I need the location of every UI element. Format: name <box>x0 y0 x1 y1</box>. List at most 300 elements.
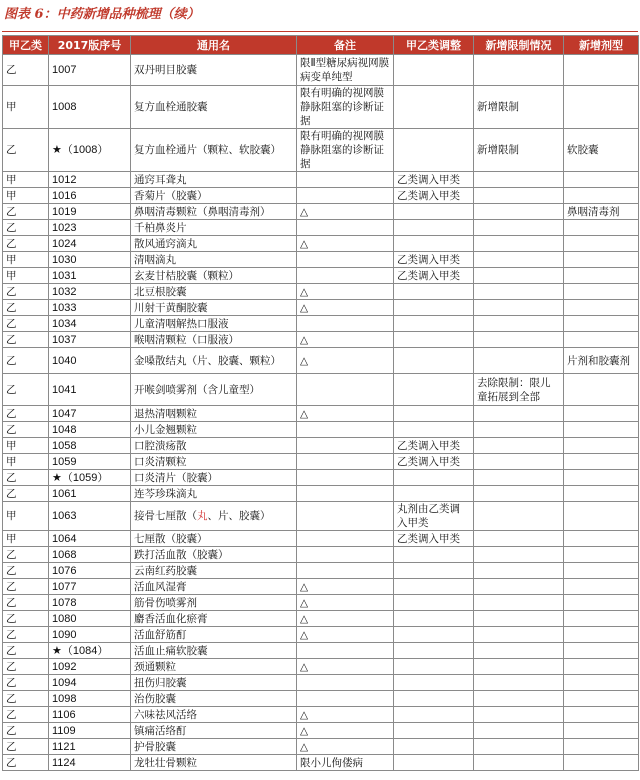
cell-code: 1061 <box>49 486 131 502</box>
cell-form <box>564 739 639 755</box>
table-row <box>3 284 639 300</box>
cell-name: 七厘散（胶囊） <box>131 531 297 547</box>
cell-form <box>564 643 639 659</box>
cell-code: 1121 <box>49 739 131 755</box>
cell-limit <box>474 531 564 547</box>
cell-name: 散风通窍滴丸 <box>131 236 297 252</box>
cell-name: 颈通颗粒 <box>131 659 297 675</box>
cell-limit <box>474 236 564 252</box>
cell-limit <box>474 755 564 771</box>
cell-code: 1106 <box>49 707 131 723</box>
cell-cls: 乙 <box>3 563 49 579</box>
table-row <box>3 188 639 204</box>
cell-cls: 乙 <box>3 659 49 675</box>
cell-cls: 乙 <box>3 579 49 595</box>
table-row <box>3 675 639 691</box>
cell-limit <box>474 172 564 188</box>
cell-note <box>297 547 394 563</box>
cell-adjust <box>394 316 474 332</box>
cell-note: △ <box>297 723 394 739</box>
cell-limit <box>474 188 564 204</box>
cell-code: 1090 <box>49 627 131 643</box>
cell-note <box>297 172 394 188</box>
cell-limit: 新增限制 <box>474 86 564 129</box>
cell-code: 1058 <box>49 438 131 454</box>
header-note: 备注 <box>297 36 394 55</box>
cell-adjust <box>394 284 474 300</box>
cell-limit <box>474 627 564 643</box>
cell-code: 1007 <box>49 55 131 86</box>
cell-form <box>564 531 639 547</box>
cell-limit <box>474 547 564 563</box>
cell-code: 1034 <box>49 316 131 332</box>
cell-note: △ <box>297 332 394 348</box>
cell-adjust: 乙类调入甲类 <box>394 268 474 284</box>
table-row <box>3 502 639 531</box>
cell-code: 1037 <box>49 332 131 348</box>
table-row <box>3 486 639 502</box>
cell-cls: 乙 <box>3 332 49 348</box>
table-row <box>3 707 639 723</box>
cell-adjust <box>394 86 474 129</box>
cell-limit <box>474 438 564 454</box>
table-row <box>3 723 639 739</box>
cell-adjust <box>394 422 474 438</box>
cell-adjust: 乙类调入甲类 <box>394 188 474 204</box>
table-row <box>3 470 639 486</box>
cell-note: △ <box>297 627 394 643</box>
cell-form <box>564 611 639 627</box>
cell-form <box>564 252 639 268</box>
cell-limit <box>474 284 564 300</box>
table-row <box>3 547 639 563</box>
cell-limit <box>474 563 564 579</box>
cell-cls: 乙 <box>3 129 49 172</box>
table-row <box>3 531 639 547</box>
cell-note <box>297 316 394 332</box>
cell-limit <box>474 332 564 348</box>
table-row <box>3 300 639 316</box>
cell-name: 双丹明目胶囊 <box>131 55 297 86</box>
cell-form <box>564 422 639 438</box>
cell-cls: 甲 <box>3 172 49 188</box>
cell-limit <box>474 739 564 755</box>
cell-code: 1012 <box>49 172 131 188</box>
cell-limit <box>474 675 564 691</box>
cell-form <box>564 627 639 643</box>
cell-cls: 乙 <box>3 284 49 300</box>
cell-cls: 乙 <box>3 643 49 659</box>
cell-limit <box>474 595 564 611</box>
cell-limit: 去除限制：限儿童拓展到全部 <box>474 374 564 406</box>
cell-cls: 乙 <box>3 627 49 643</box>
cell-cls: 甲 <box>3 188 49 204</box>
cell-form <box>564 547 639 563</box>
cell-name: 连芩珍珠滴丸 <box>131 486 297 502</box>
cell-cls: 乙 <box>3 691 49 707</box>
cell-limit <box>474 348 564 374</box>
cell-cls: 乙 <box>3 236 49 252</box>
cell-code: 1078 <box>49 595 131 611</box>
cell-name: 活血舒筋酊 <box>131 627 297 643</box>
cell-code: 1109 <box>49 723 131 739</box>
cell-cls: 乙 <box>3 739 49 755</box>
cell-code: ★（1084） <box>49 643 131 659</box>
cell-form <box>564 563 639 579</box>
cell-cls: 甲 <box>3 454 49 470</box>
cell-adjust <box>394 547 474 563</box>
cell-adjust <box>394 643 474 659</box>
table-header-row <box>3 36 639 55</box>
cell-form <box>564 486 639 502</box>
cell-name: 金嗓散结丸（片、胶囊、颗粒） <box>131 348 297 374</box>
cell-form <box>564 707 639 723</box>
cell-cls: 乙 <box>3 374 49 406</box>
table-row <box>3 739 639 755</box>
cell-note <box>297 454 394 470</box>
cell-form <box>564 502 639 531</box>
table-row <box>3 579 639 595</box>
cell-form <box>564 454 639 470</box>
cell-cls: 乙 <box>3 406 49 422</box>
cell-note <box>297 563 394 579</box>
cell-name: 小儿金翘颗粒 <box>131 422 297 438</box>
cell-note: △ <box>297 348 394 374</box>
cell-limit <box>474 406 564 422</box>
cell-name: 治伤胶囊 <box>131 691 297 707</box>
cell-form <box>564 86 639 129</box>
cell-code: 1076 <box>49 563 131 579</box>
cell-form <box>564 659 639 675</box>
table-row <box>3 86 639 129</box>
table-row <box>3 406 639 422</box>
cell-note: 限小儿佝偻病 <box>297 755 394 771</box>
cell-note <box>297 220 394 236</box>
cell-name: 云南红药胶囊 <box>131 563 297 579</box>
cell-adjust: 乙类调入甲类 <box>394 252 474 268</box>
cell-cls: 甲 <box>3 268 49 284</box>
cell-name: 开喉剑喷雾剂（含儿童型） <box>131 374 297 406</box>
cell-name: 北豆根胶囊 <box>131 284 297 300</box>
cell-limit <box>474 422 564 438</box>
cell-limit <box>474 707 564 723</box>
title-divider <box>2 31 638 32</box>
cell-name: 复方血栓通胶囊 <box>131 86 297 129</box>
cell-form <box>564 595 639 611</box>
cell-limit <box>474 723 564 739</box>
cell-code: 1094 <box>49 675 131 691</box>
table-row <box>3 172 639 188</box>
cell-limit <box>474 268 564 284</box>
cell-code: 1019 <box>49 204 131 220</box>
cell-name: 口腔溃疡散 <box>131 438 297 454</box>
table-row <box>3 643 639 659</box>
cell-cls: 甲 <box>3 252 49 268</box>
cell-note <box>297 470 394 486</box>
cell-code: ★（1008） <box>49 129 131 172</box>
cell-name: 护骨胶囊 <box>131 739 297 755</box>
cell-note: △ <box>297 406 394 422</box>
header-code: 2017版序号 <box>49 36 131 55</box>
cell-limit <box>474 252 564 268</box>
cell-name <box>131 502 297 531</box>
cell-adjust <box>394 129 474 172</box>
cell-form <box>564 316 639 332</box>
cell-adjust <box>394 563 474 579</box>
cell-note <box>297 374 394 406</box>
cell-code: 1059 <box>49 454 131 470</box>
cell-adjust <box>394 300 474 316</box>
cell-name: 川射干黄酮胶囊 <box>131 300 297 316</box>
cell-adjust: 乙类调入甲类 <box>394 454 474 470</box>
drug-table <box>2 35 639 771</box>
cell-adjust <box>394 470 474 486</box>
cell-cls: 乙 <box>3 300 49 316</box>
cell-cls: 乙 <box>3 595 49 611</box>
cell-note <box>297 268 394 284</box>
cell-note: △ <box>297 611 394 627</box>
cell-name: 儿童清咽解热口服液 <box>131 316 297 332</box>
cell-note: △ <box>297 595 394 611</box>
cell-note: △ <box>297 579 394 595</box>
cell-form: 片剂和胶囊剂 <box>564 348 639 374</box>
cell-form <box>564 220 639 236</box>
cell-note <box>297 691 394 707</box>
cell-adjust <box>394 723 474 739</box>
table-row <box>3 316 639 332</box>
table-row <box>3 204 639 220</box>
cell-code: 1033 <box>49 300 131 316</box>
cell-form <box>564 675 639 691</box>
cell-name: 筋骨伤喷雾剂 <box>131 595 297 611</box>
cell-name: 复方血栓通片（颗粒、软胶囊） <box>131 129 297 172</box>
header-form: 新增剂型 <box>564 36 639 55</box>
table-row <box>3 236 639 252</box>
cell-cls: 乙 <box>3 755 49 771</box>
cell-adjust <box>394 755 474 771</box>
cell-cls: 乙 <box>3 611 49 627</box>
cell-limit <box>474 220 564 236</box>
cell-form <box>564 755 639 771</box>
cell-code: 1024 <box>49 236 131 252</box>
name-highlight: 丸 <box>197 510 208 522</box>
cell-form <box>564 691 639 707</box>
cell-name: 通窍耳聋丸 <box>131 172 297 188</box>
table-row <box>3 129 639 172</box>
cell-limit <box>474 55 564 86</box>
cell-cls: 乙 <box>3 723 49 739</box>
cell-cls: 甲 <box>3 438 49 454</box>
cell-form: 鼻咽清毒剂 <box>564 204 639 220</box>
table-row <box>3 374 639 406</box>
cell-adjust: 乙类调入甲类 <box>394 438 474 454</box>
cell-note: 限Ⅱ型糖尿病视网膜病变单纯型 <box>297 55 394 86</box>
cell-note: △ <box>297 236 394 252</box>
cell-form <box>564 268 639 284</box>
cell-cls: 甲 <box>3 86 49 129</box>
cell-adjust <box>394 659 474 675</box>
cell-name: 镇痛活络酊 <box>131 723 297 739</box>
table-row <box>3 627 639 643</box>
header-adjust: 甲乙类调整 <box>394 36 474 55</box>
table-row <box>3 659 639 675</box>
cell-adjust <box>394 486 474 502</box>
cell-cls: 乙 <box>3 470 49 486</box>
cell-cls: 乙 <box>3 675 49 691</box>
cell-limit <box>474 579 564 595</box>
cell-cls: 乙 <box>3 422 49 438</box>
cell-note: △ <box>297 659 394 675</box>
cell-cls: 乙 <box>3 220 49 236</box>
cell-form <box>564 236 639 252</box>
table-row <box>3 595 639 611</box>
cell-adjust <box>394 739 474 755</box>
cell-cls: 甲 <box>3 502 49 531</box>
table-row <box>3 755 639 771</box>
table-row <box>3 252 639 268</box>
cell-form <box>564 188 639 204</box>
cell-note <box>297 675 394 691</box>
table-row <box>3 220 639 236</box>
table-row <box>3 454 639 470</box>
cell-name: 千柏鼻炎片 <box>131 220 297 236</box>
cell-cls: 乙 <box>3 547 49 563</box>
cell-note: △ <box>297 739 394 755</box>
cell-cls: 乙 <box>3 707 49 723</box>
cell-name: 活血止痛软胶囊 <box>131 643 297 659</box>
cell-name: 喉咽清颗粒（口服液） <box>131 332 297 348</box>
cell-code: 1063 <box>49 502 131 531</box>
table-row <box>3 422 639 438</box>
cell-note: △ <box>297 284 394 300</box>
table-row <box>3 55 639 86</box>
table-row <box>3 332 639 348</box>
cell-note: △ <box>297 204 394 220</box>
cell-adjust <box>394 406 474 422</box>
cell-form <box>564 55 639 86</box>
cell-adjust <box>394 611 474 627</box>
cell-note <box>297 422 394 438</box>
cell-adjust <box>394 579 474 595</box>
name-part: 、片、胶囊） <box>207 510 271 522</box>
cell-adjust: 乙类调入甲类 <box>394 531 474 547</box>
cell-limit <box>474 502 564 531</box>
cell-code: 1068 <box>49 547 131 563</box>
cell-note <box>297 643 394 659</box>
cell-code: 1016 <box>49 188 131 204</box>
cell-name: 活血风湿膏 <box>131 579 297 595</box>
cell-name: 退热清咽颗粒 <box>131 406 297 422</box>
cell-adjust <box>394 595 474 611</box>
cell-form <box>564 438 639 454</box>
cell-form <box>564 284 639 300</box>
cell-adjust <box>394 332 474 348</box>
cell-cls: 乙 <box>3 348 49 374</box>
cell-limit <box>474 316 564 332</box>
cell-note <box>297 531 394 547</box>
cell-form: 软胶囊 <box>564 129 639 172</box>
cell-limit <box>474 204 564 220</box>
cell-name: 玄麦甘桔胶囊（颗粒） <box>131 268 297 284</box>
table-row <box>3 348 639 374</box>
cell-adjust: 乙类调入甲类 <box>394 172 474 188</box>
cell-name: 香菊片（胶囊） <box>131 188 297 204</box>
cell-form <box>564 406 639 422</box>
cell-name: 清咽滴丸 <box>131 252 297 268</box>
cell-name: 口炎清片（胶囊） <box>131 470 297 486</box>
table-row <box>3 611 639 627</box>
cell-limit <box>474 454 564 470</box>
cell-code: 1080 <box>49 611 131 627</box>
cell-adjust <box>394 204 474 220</box>
cell-form <box>564 374 639 406</box>
cell-code: 1092 <box>49 659 131 675</box>
cell-note <box>297 502 394 531</box>
cell-limit: 新增限制 <box>474 129 564 172</box>
cell-adjust: 丸剂由乙类调入甲类 <box>394 502 474 531</box>
cell-code: 1077 <box>49 579 131 595</box>
cell-adjust <box>394 55 474 86</box>
cell-adjust <box>394 348 474 374</box>
cell-adjust <box>394 707 474 723</box>
cell-code: 1032 <box>49 284 131 300</box>
cell-adjust <box>394 675 474 691</box>
cell-cls: 乙 <box>3 55 49 86</box>
cell-limit <box>474 659 564 675</box>
cell-code: 1040 <box>49 348 131 374</box>
cell-note: 限有明确的视网膜静脉阻塞的诊断证据 <box>297 129 394 172</box>
table-row <box>3 691 639 707</box>
cell-name: 龙牡壮骨颗粒 <box>131 755 297 771</box>
cell-note: 限有明确的视网膜静脉阻塞的诊断证据 <box>297 86 394 129</box>
cell-limit <box>474 300 564 316</box>
cell-cls: 乙 <box>3 204 49 220</box>
cell-code: 1048 <box>49 422 131 438</box>
cell-note <box>297 438 394 454</box>
cell-name: 扭伤归胶囊 <box>131 675 297 691</box>
cell-form <box>564 579 639 595</box>
cell-adjust <box>394 627 474 643</box>
cell-adjust <box>394 220 474 236</box>
cell-note <box>297 188 394 204</box>
cell-note: △ <box>297 707 394 723</box>
cell-adjust <box>394 236 474 252</box>
cell-name: 鼻咽清毒颗粒（鼻咽清毒剂） <box>131 204 297 220</box>
cell-form <box>564 332 639 348</box>
header-name: 通用名 <box>131 36 297 55</box>
cell-code: ★（1059） <box>49 470 131 486</box>
cell-limit <box>474 486 564 502</box>
cell-name: 六味祛风活络 <box>131 707 297 723</box>
header-class: 甲乙类 <box>3 36 49 55</box>
cell-code: 1030 <box>49 252 131 268</box>
cell-cls: 乙 <box>3 316 49 332</box>
cell-code: 1098 <box>49 691 131 707</box>
cell-code: 1023 <box>49 220 131 236</box>
cell-note <box>297 252 394 268</box>
cell-name: 麝香活血化瘀膏 <box>131 611 297 627</box>
cell-note: △ <box>297 300 394 316</box>
table-row <box>3 268 639 284</box>
cell-cls: 乙 <box>3 486 49 502</box>
cell-form <box>564 470 639 486</box>
table-row <box>3 563 639 579</box>
cell-adjust <box>394 374 474 406</box>
cell-name: 跌打活血散（胶囊） <box>131 547 297 563</box>
header-limit: 新增限制情况 <box>474 36 564 55</box>
cell-cls: 甲 <box>3 531 49 547</box>
cell-code: 1041 <box>49 374 131 406</box>
